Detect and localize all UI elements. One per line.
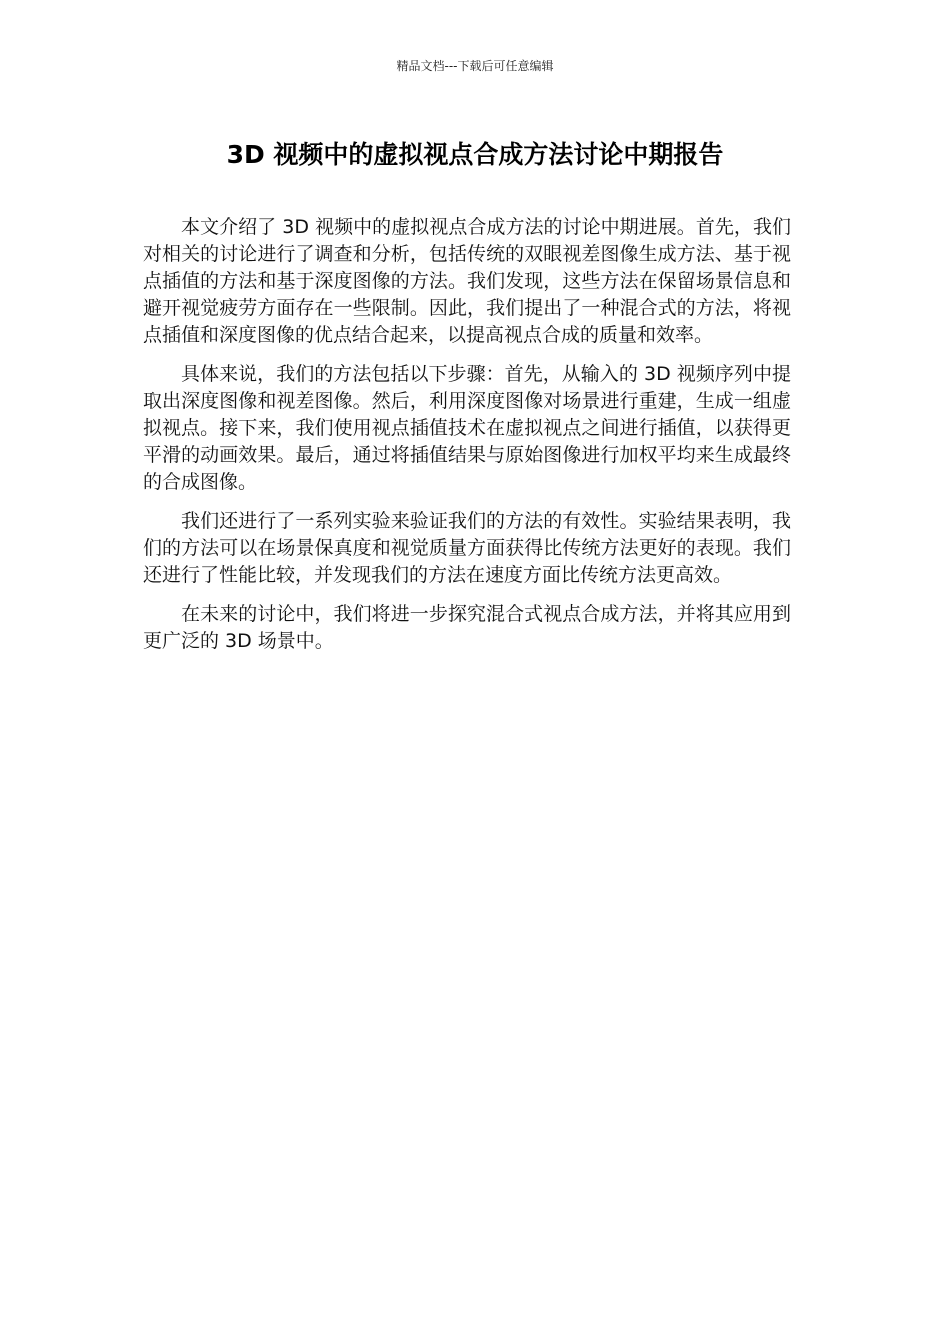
document-body <box>143 214 791 667</box>
paragraph-experiments: 我们还进行了一系列实验来验证我们的方法的有效性。实验结果表明，我们的方法可以在场景保真度和视觉质量方面获得比传统方法更好的表现。我们还进行了性能比较，并发现我们的方法在速度方面比传统方法更高效。 <box>143 510 791 586</box>
paragraph-method: 具体来说，我们的方法包括以下步骤：首先，从输入的 3D 视频序列中提取出深度图像和视差图像。然后，利用深度图像对场景进行重建，生成一组虚拟视点。接下来，我们使用视点插值技术在虚拟视点之间进行插值，以获得更平滑的动画效果。最后，通过将插值结果与原始图像进行加权平均来生成最终的合成图像。 <box>143 363 791 493</box>
document-title: 3D 视频中的虚拟视点合成方法讨论中期报告 <box>226 140 724 169</box>
header-note: 精品文档---下载后可任意编辑 <box>396 59 554 73</box>
paragraph-intro: 本文介绍了 3D 视频中的虚拟视点合成方法的讨论中期进展。首先，我们对相关的讨论进行了调查和分析，包括传统的双眼视差图像生成方法、基于视点插值的方法和基于深度图像的方法。我们发现，这些方法在保留场景信息和避开视觉疲劳方面存在一些限制。因此，我们提出了一种混合式的方法，将视点插值和深度图像的优点结合起来，以提高视点合成的质量和效率。 <box>143 216 791 346</box>
paragraph-future: 在未来的讨论中，我们将进一步探究混合式视点合成方法，并将其应用到更广泛的 3D 场景中。 <box>143 603 791 652</box>
